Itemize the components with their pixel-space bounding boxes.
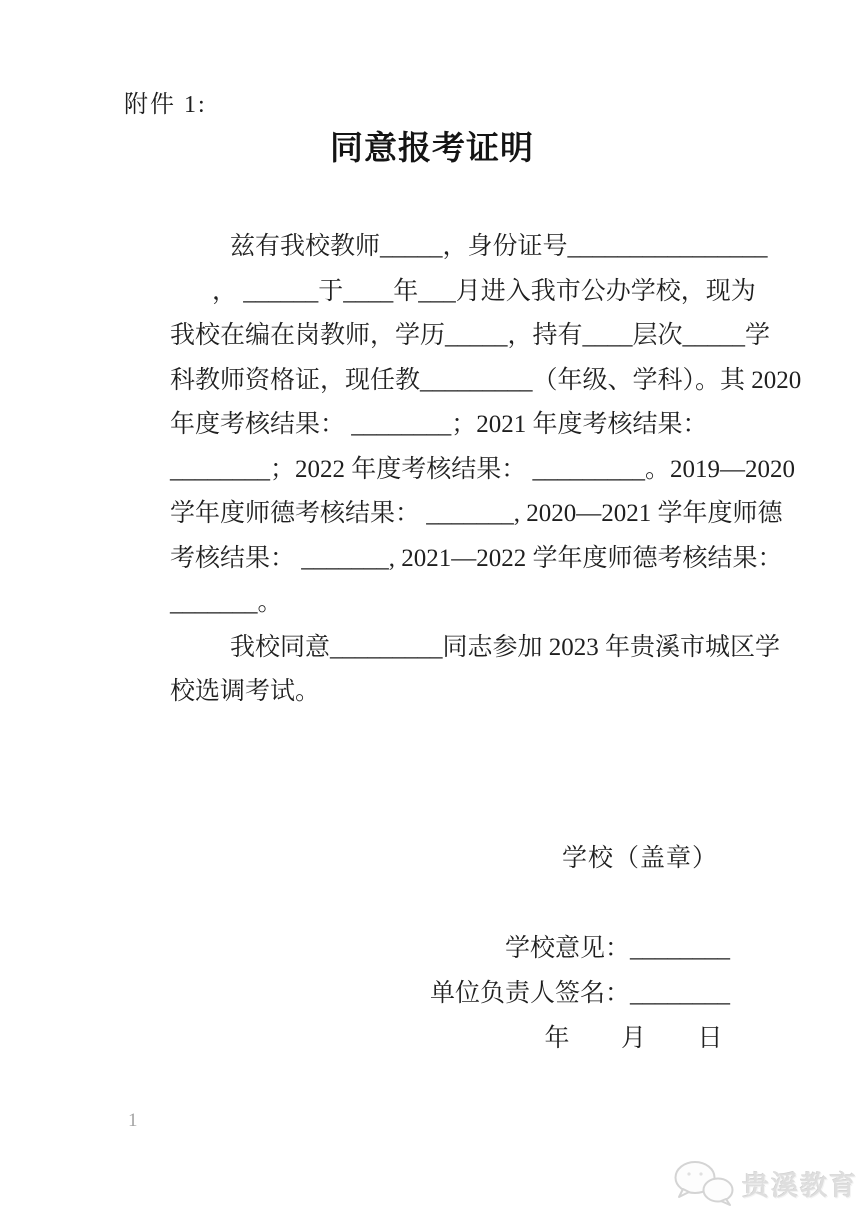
body-line: 考核结果： _______, 2021—2022 学年度师德考核结果： xyxy=(170,544,783,572)
attachment-label: 附件 1: xyxy=(124,92,207,118)
body-line: 我校同意_________同志参加 2023 年贵溪市城区学 xyxy=(230,633,781,661)
body-line: 学年度师德考核结果： _______, 2020—2021 学年度师德 xyxy=(170,500,783,527)
date-line: 年 月 日 xyxy=(544,1025,723,1052)
body-line: 年度考核结果： ________；2021 年度考核结果： xyxy=(170,411,708,438)
body-line: 校选调考试。 xyxy=(170,678,321,705)
certificate-body xyxy=(170,225,802,715)
watermark xyxy=(673,1160,858,1206)
page-number: 1 xyxy=(128,1110,138,1131)
body-line: ________；2022 年度考核结果： _________。2019—2020 xyxy=(170,455,796,483)
wechat-icon xyxy=(673,1160,737,1206)
body-line: _______。 xyxy=(170,589,283,616)
watermark-label: 贵溪教育 xyxy=(742,1170,858,1201)
leader-signature-line: 单位负责人签名：________ xyxy=(429,980,730,1007)
school-opinion-line: 学校意见：________ xyxy=(504,935,730,962)
body-line: 我校在编在岗教师，学历_____，持有____层次_____学 xyxy=(170,322,771,349)
page-title: 同意报考证明 xyxy=(330,129,534,166)
body-line: 科教师资格证，现任教_________（年级、学科）。其 2020 xyxy=(170,366,802,394)
body-line: 兹有我校教师_____，身份证号________________ xyxy=(230,233,768,260)
body-line: ， ______于____年___月进入我市公办学校，现为 xyxy=(212,277,756,305)
school-seal-label: 学校（盖章） xyxy=(561,845,718,872)
